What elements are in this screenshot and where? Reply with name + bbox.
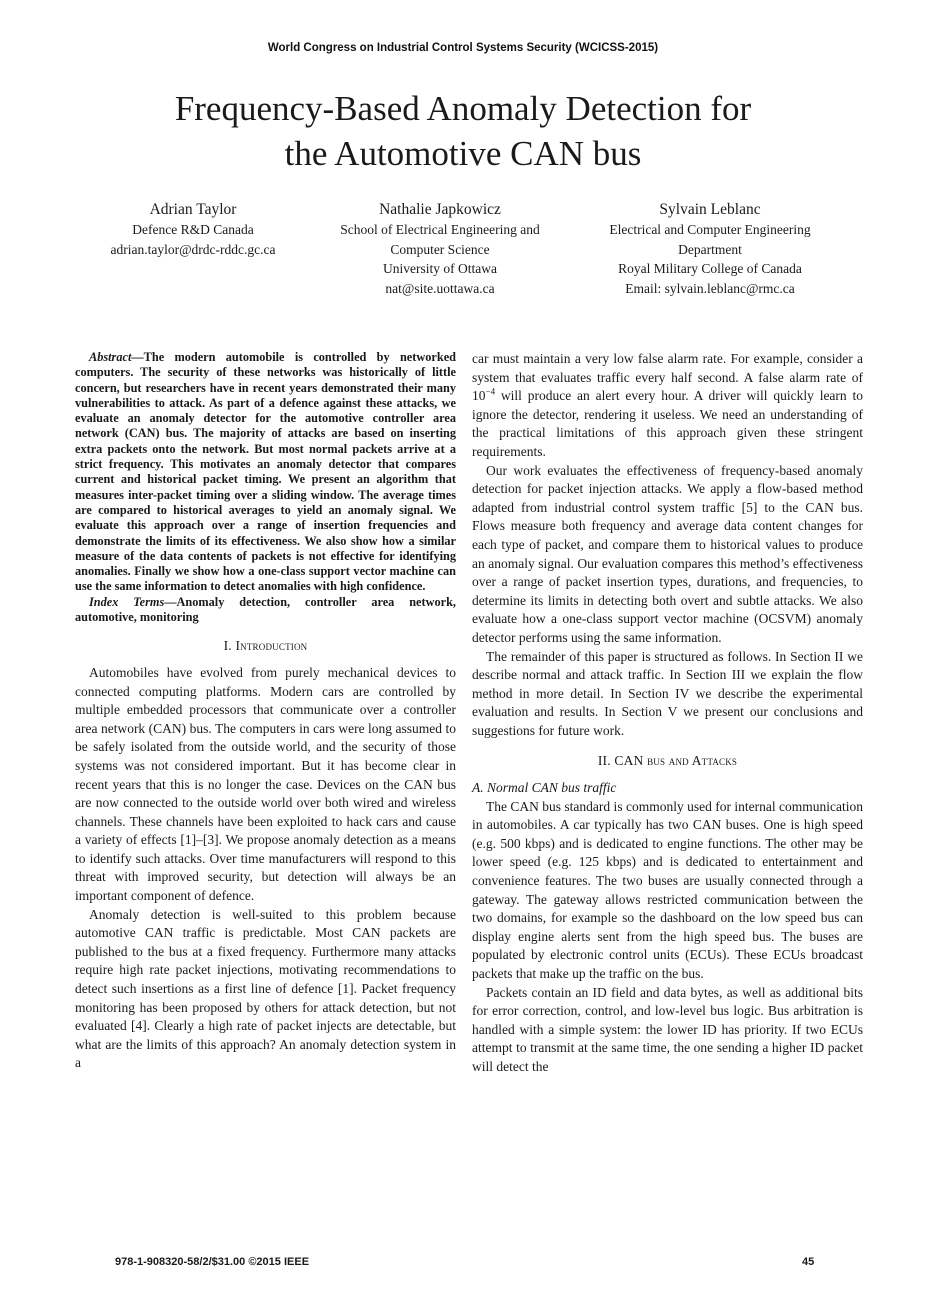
author-affiliation: Computer Science <box>390 241 490 257</box>
right-column <box>472 350 863 1077</box>
author-affiliation: University of Ottawa <box>383 261 497 276</box>
author-affiliation: Defence R&D Canada <box>132 222 254 237</box>
subsection-heading: A. Normal CAN bus traffic <box>472 780 617 796</box>
author-email: nat@site.uottawa.ca <box>385 280 495 296</box>
index-terms-label: Index Terms <box>89 594 165 609</box>
paragraph: The remainder of this paper is structured as follows. In Section II we describe normal and attack traffic. In Section III we explain the flow method in more detail. In Section IV we describe the experimental evaluation and results. In Section V we present our conclusions and suggestions for future work. <box>472 648 863 738</box>
copyright-footer: 978-1-908320-58/2/$31.00 ©2015 IEEE <box>115 1256 310 1268</box>
paper-title <box>60 86 866 176</box>
left-column <box>75 350 456 1073</box>
author-affiliation: Royal Military College of Canada <box>618 261 802 276</box>
section-heading-can-bus: II. CAN bus and Attacks <box>597 753 738 769</box>
author-name: Adrian Taylor <box>149 201 237 218</box>
index-terms-text: —Anomaly detection, controller area network, automotive, monitoring <box>75 594 456 625</box>
author-affiliation: School of Electrical Engineering and <box>340 222 540 237</box>
author-name: Sylvain Leblanc <box>659 201 761 218</box>
paragraph: Automobiles have evolved from purely mechanical devices to connected computing platforms. Modern cars are controlled by multiple embedded processors that communicate over a controller area network (CAN) bus. The computers in cars were long assumed to be safely isolated from the outside world, and the security of those systems was not considered important. But it has become clear in recent years that this is no longer the case. Devices on the CAN bus are now connected to the outside world over both wired and wireless channels. These channels have been exploited to hack cars and cause a variety of effects [1]–[3]. We propose anomaly detection as a means to identify such attacks. Over time manufacturers will respond to this threat with improved security, but detection will always be an important component of defence. <box>75 664 456 904</box>
abstract-label: Abstract <box>89 350 132 364</box>
paragraph: car must maintain a very low false alarm rate. For example, consider a system that evaluates traffic every half second. A false alarm rate of $10^{-4}$ will produce an alert every hour. A driver will quickly learn to ignore the detector, rendering it useless. We need an understanding of the practical limitations of this approach given these stringent requirements. <box>472 351 863 459</box>
index-terms <box>75 595 456 626</box>
page-number: 45 <box>802 1256 815 1268</box>
title-line-2: the Automotive CAN bus <box>284 134 642 173</box>
conference-header: World Congress on Industrial Control Systems Security (WCICSS-2015) <box>267 42 659 54</box>
paragraph: Packets contain an ID field and data bytes, as well as additional bits for error correction, control, and low-level bus logic. Bus arbitration is handled with a simple system: the lower ID has priority. If two ECUs attempt to transmit at the same time, the one sending a higher ID packet will detect the <box>472 984 863 1074</box>
superscript-exponent: −4 <box>485 386 496 397</box>
author-affiliation: Department <box>678 241 742 257</box>
paragraph: The CAN bus standard is commonly used for internal communication in automobiles. A car typically has two CAN buses. One is high speed (e.g. 500 kbps) and is dedicated to engine functions. The other may be lower speed (e.g. 125 kbps) and is dedicated to entertainment and convenience features. The two buses are usually connected through a gateway. The gateway allows restricted communication between the two domains, for example so the dashboard on the low speed bus can display engine alerts sent from the high speed bus. The buses are populated by electronic control units (ECUs). These ECUs broadcast packets that make up the traffic on the bus. <box>472 798 863 981</box>
author-2 <box>312 200 568 298</box>
section-heading-introduction: I. Introduction <box>223 638 308 654</box>
paragraph: Anomaly detection is well-suited to this problem because automotive CAN traffic is predictable. Most CAN packets are published to the bus at a fixed frequency. Furthermore many attacks require high rate packet injections, motivating recommendations to detect such insertions as a first line of defence [1]. Packet frequency monitoring has been proposed by others for attack detection, but not evaluated [4]. Clearly a high rate of packet injects are detectable, but what are the limits of this approach? An anomaly detection system in a <box>75 906 456 1071</box>
author-email: Email: sylvain.leblanc@rmc.ca <box>625 280 795 296</box>
paragraph: Our work evaluates the effectiveness of frequency-based anomaly detection for packet injection attacks. We apply a flow-based method adapted from industrial control system traffic [5] to the CAN bus. Flows measure both frequency and average data content changes for each type of packet, and compare them to historical values to produce an anomaly signal. Our evaluation compares this method’s effectiveness over a range of packet insertion types, durations, and frequencies, to determine its limits in detecting both overt and subtle attacks. We also evaluate how a one-class support vector machine (OCSVM) anomaly detector performs using the same information. <box>472 462 863 645</box>
author-email: adrian.taylor@drdc-rddc.gc.ca <box>110 241 276 257</box>
title-line-1: Frequency-Based Anomaly Detection for <box>174 89 752 128</box>
author-name: Nathalie Japkowicz <box>379 201 501 218</box>
abstract-text: —The modern automobile is controlled by networked computers. The security of these networks was historically of little concern, but researchers have in recent years demonstrated their many vulnerabilities to attack. As part of a defence against these attacks, we evaluate an anomaly detector for the automotive controller area network (CAN) bus. The majority of attacks are based on inserting extra packets onto the network. But most normal packets arrive at a strict frequency. This motivates an anomaly detector that compares current and historical packet timing. We present an algorithm that measures inter-packet timing over a sliding window. The average times are compared to historical averages to yield an anomaly signal. We evaluate this approach over a range of insertion frequencies and demonstrate the limits of its effectiveness. We also show how a similar measure of the data contents of packets is not effective for identifying anomalies. Finally we show how a one-class support vector machine can use the same information to detect anomalies with high confidence. <box>75 350 456 594</box>
abstract <box>75 350 456 595</box>
author-affiliation: Electrical and Computer Engineering <box>609 222 811 237</box>
author-3 <box>585 200 835 298</box>
author-1 <box>95 200 291 259</box>
